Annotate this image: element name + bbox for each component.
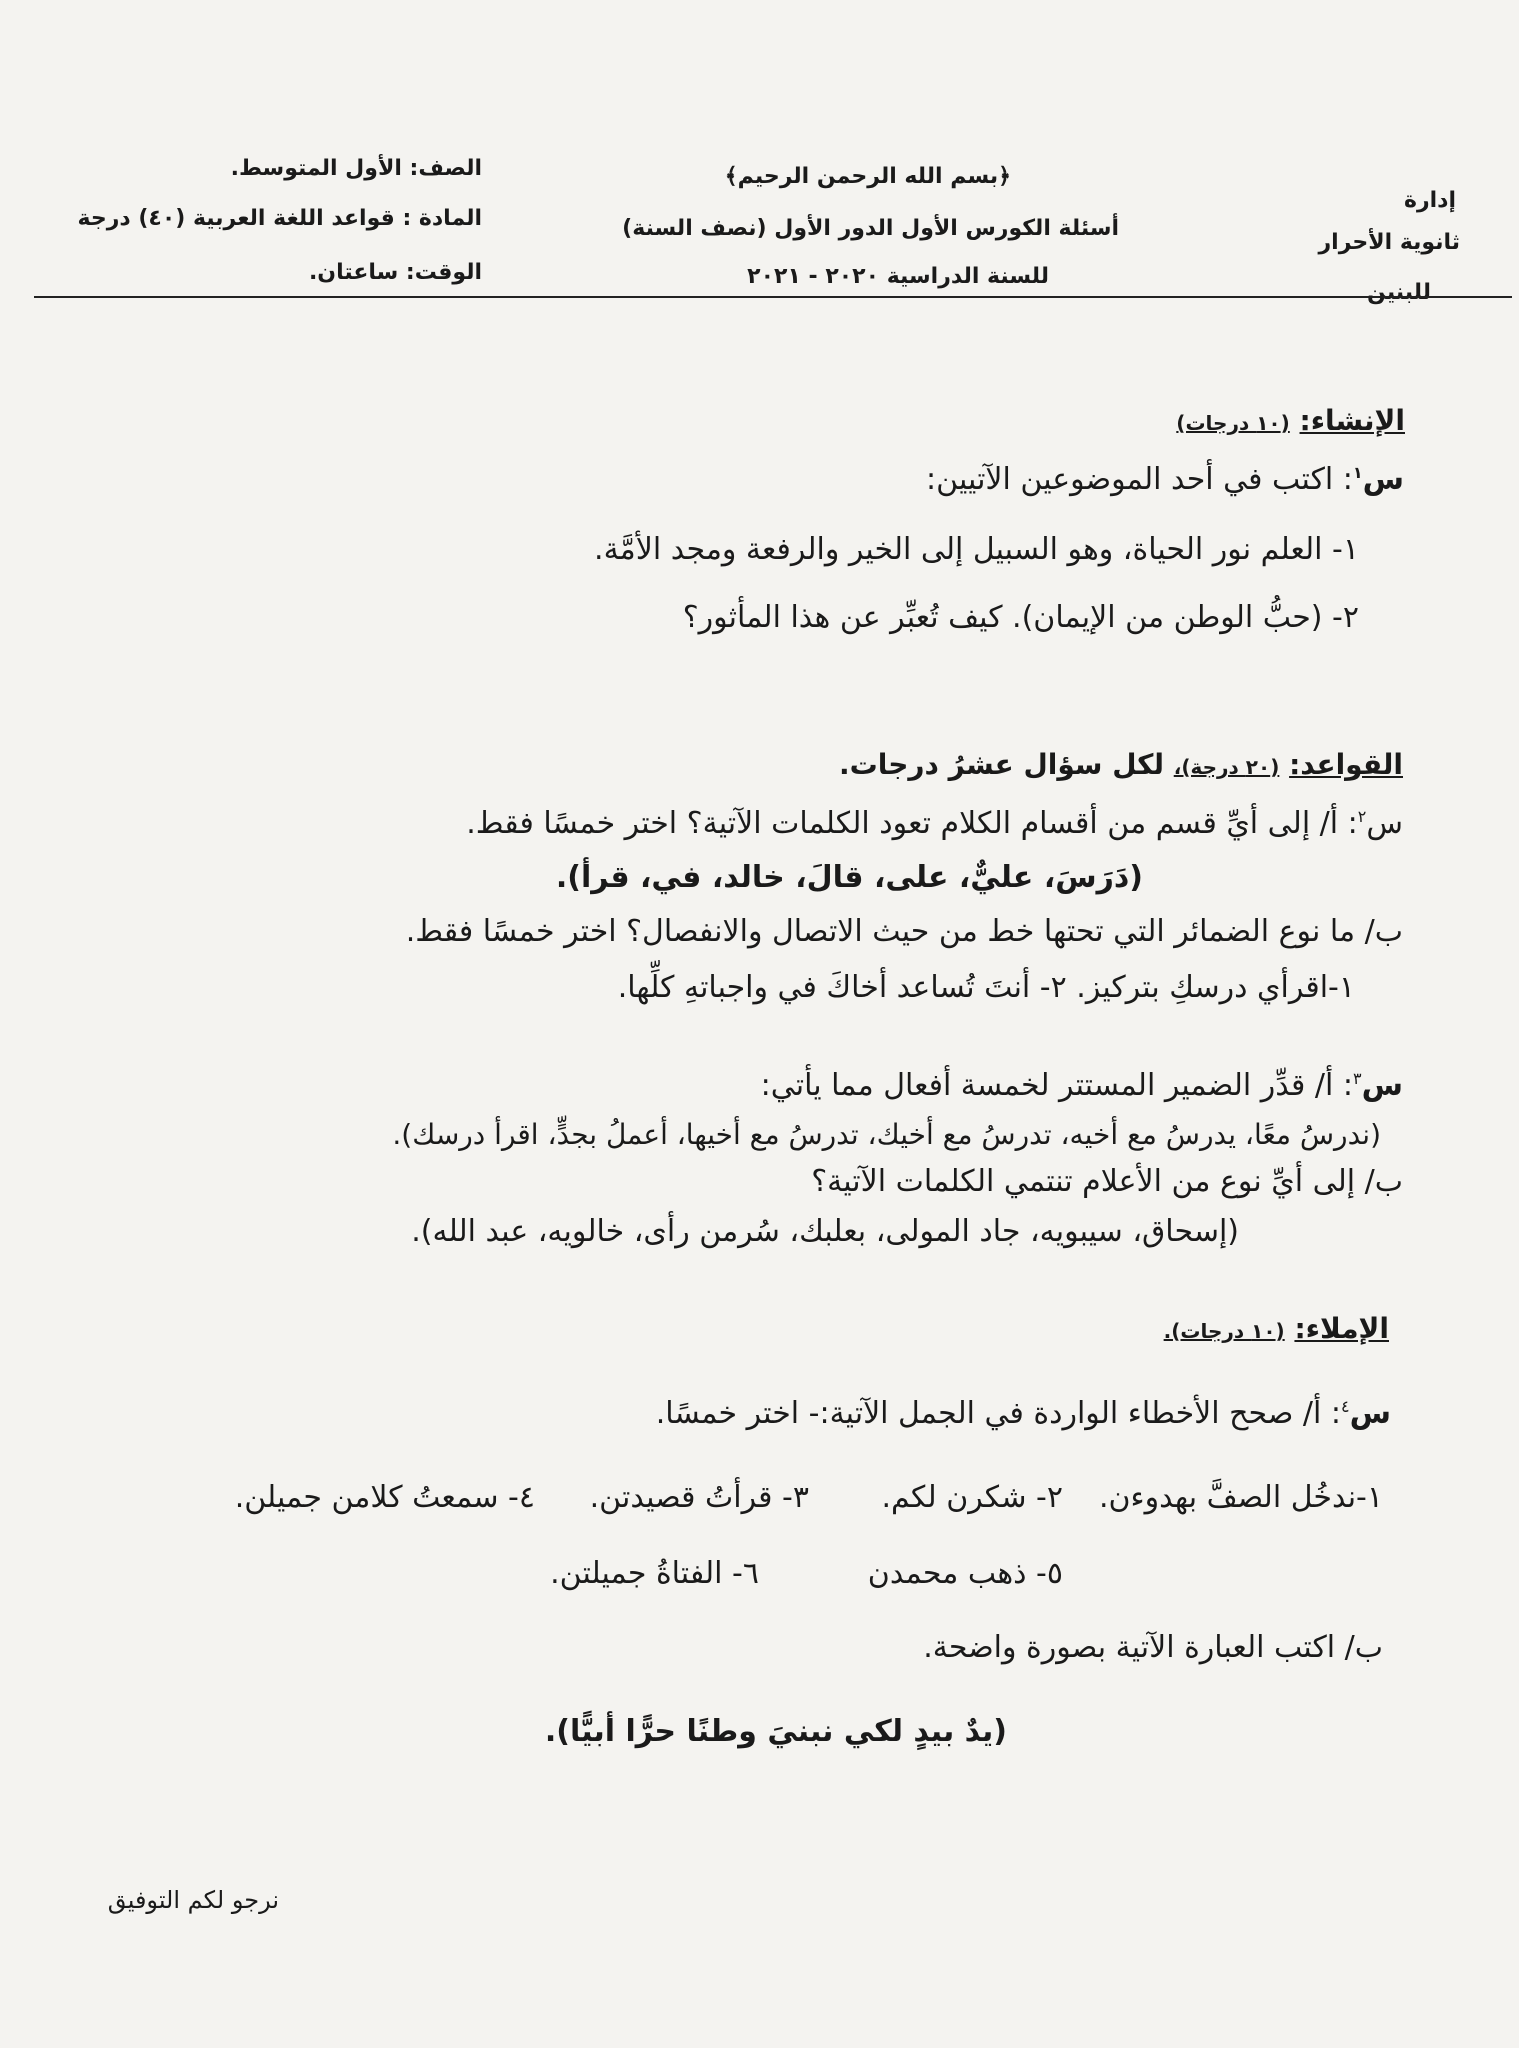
academic-year: للسنة الدراسية ٢٠٢٠ - ٢٠٢١ <box>747 264 1049 289</box>
q3a-list: (ندرسُ معًا، يدرسُ مع أخيه، تدرسُ مع أخيك، تدرسُ مع أخيها، أعملُ بجدٍّ، اقرأ درسك). <box>392 1118 1381 1151</box>
q4-label: س <box>1349 1396 1391 1431</box>
q4-item-3: ٣- قرأتُ قصيدتن. <box>589 1480 809 1515</box>
composition-topic-1: ١- العلم نور الحياة، وهو السبيل إلى الخير والرفعة ومجد الأمَّة. <box>594 532 1359 567</box>
q1-text: : اكتب في أحد الموضوعين الآتيين: <box>926 462 1353 497</box>
composition-heading <box>1176 404 1405 437</box>
q3-number: ٣ <box>1353 1069 1362 1088</box>
q1-label: س <box>1362 462 1404 497</box>
header-divider <box>34 296 1512 298</box>
q1-number: ١ <box>1352 463 1363 482</box>
grade-level: الصف: الأول المتوسط. <box>230 156 482 181</box>
school-name: ثانوية الأحرار <box>1318 230 1460 255</box>
q2b-text: ب/ ما نوع الضمائر التي تحتها خط من حيث الاتصال والانفصال؟ اختر خمسًا فقط. <box>405 914 1403 949</box>
q3a-text: : أ/ قدِّر الضمير المستتر لخمسة أفعال مما يأتي: <box>760 1068 1353 1103</box>
question-4a <box>656 1396 1391 1431</box>
q4-item-1: ١-ندخُل الصفَّ بهدوءن. <box>1098 1480 1383 1515</box>
closing-note: نرجو لكم التوفيق <box>107 1886 279 1914</box>
question-1 <box>926 462 1404 497</box>
dictation-title: الإملاء: <box>1294 1312 1389 1345</box>
q2b-sentence: ١-اقرأي درسكِ بتركيز. ٢- أنتَ تُساعد أخاكَ في واجباتهِ كلِّها. <box>617 970 1355 1005</box>
q3-label: س <box>1361 1068 1403 1103</box>
grammar-grade: (٢٠ درجة)، <box>1173 755 1280 779</box>
exam-title: أسئلة الكورس الأول الدور الأول (نصف السنة) <box>622 216 1119 241</box>
grammar-subtitle: لكل سؤال عشرُ درجات. <box>838 748 1164 781</box>
dictation-heading <box>1164 1312 1389 1345</box>
q2a-words: (دَرَسَ، عليٌّ، على، قالَ، خالد، في، قرأ). <box>555 860 1143 895</box>
q4a-text: : أ/ صحح الأخطاء الواردة في الجمل الآتية:- اختر خمسًا. <box>655 1396 1341 1431</box>
composition-title: الإنشاء: <box>1299 404 1405 437</box>
q4b-phrase: (يدٌ بيدٍ لكي نبنيَ وطنًا حرًّا أبيًّا). <box>544 1714 1007 1749</box>
question-3a <box>761 1068 1403 1103</box>
q2-label: س <box>1366 806 1403 841</box>
grammar-title: القواعد: <box>1289 748 1403 781</box>
q4-item-6: ٦- الفتاةُ جميلتن. <box>550 1556 759 1591</box>
dictation-grade: (١٠ درجات). <box>1163 1319 1285 1343</box>
grammar-heading <box>839 748 1403 781</box>
q4b-text: ب/ اكتب العبارة الآتية بصورة واضحة. <box>923 1630 1383 1665</box>
q4-number: ٤ <box>1341 1397 1350 1416</box>
exam-time: الوقت: ساعتان. <box>308 260 482 285</box>
q4-item-4: ٤- سمعتُ كلامن جميلن. <box>234 1480 535 1515</box>
school-type: للبنين <box>1367 280 1431 305</box>
subject: المادة : قواعد اللغة العربية (٤٠) درجة <box>77 206 482 231</box>
question-2a <box>466 806 1403 841</box>
q4-item-5: ٥- ذهب محمدن <box>867 1556 1063 1591</box>
q4-item-2: ٢- شكرن لكم. <box>881 1480 1063 1515</box>
basmala: ﴿بسم الله الرحمن الرحيم﴾ <box>724 164 1011 189</box>
composition-grade: (١٠ درجات) <box>1176 411 1290 435</box>
q2-number: ٢ <box>1357 807 1367 826</box>
q2a-text: : أ/ إلى أيِّ قسم من أقسام الكلام تعود الكلمات الآتية؟ اختر خمسًا فقط. <box>466 806 1358 841</box>
q3b-text: ب/ إلى أيِّ نوع من الأعلام تنتمي الكلمات الآتية؟ <box>811 1164 1403 1199</box>
q3b-list: (إسحاق، سيبويه، جاد المولى، بعلبك، سُرمن رأى، خالويه، عبد الله). <box>411 1214 1239 1249</box>
composition-topic-2: ٢- (حبُّ الوطن من الإيمان). كيف تُعبِّر عن هذا المأثور؟ <box>682 600 1359 635</box>
admin-label: إدارة <box>1403 188 1456 213</box>
